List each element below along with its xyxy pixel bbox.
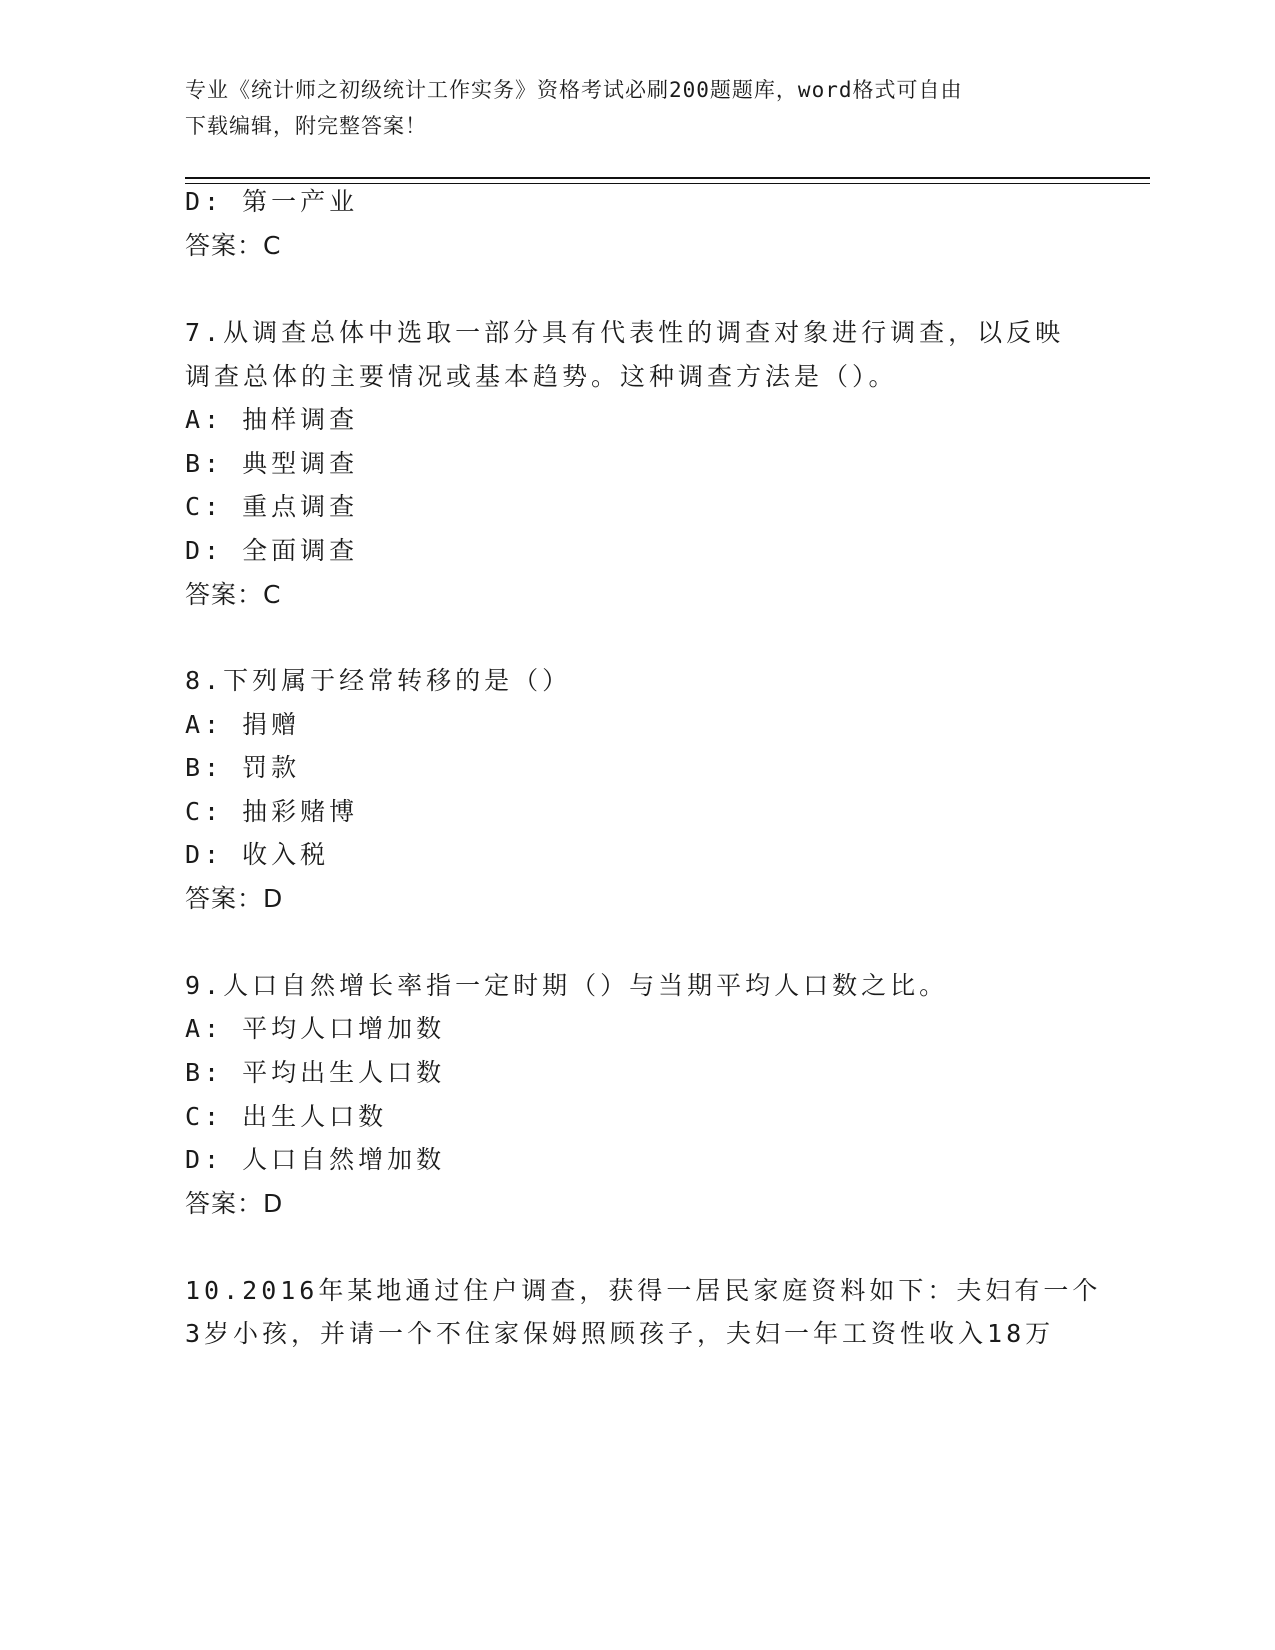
q8-option-d: D: 收入税 bbox=[185, 840, 330, 869]
q7-option-b: B: 典型调查 bbox=[185, 449, 359, 478]
q8-option-a: A: 捐赠 bbox=[185, 710, 301, 739]
q9-stem: 9.人口自然增长率指一定时期（）与当期平均人口数之比。 bbox=[185, 971, 949, 1000]
q8-answer: 答案：D bbox=[185, 884, 284, 913]
q8-option-b: B: 罚款 bbox=[185, 753, 301, 782]
q7-stem-line-2: 调查总体的主要情况或基本趋势。这种调查方法是（）。 bbox=[185, 362, 898, 391]
header-line-1: 专业《统计师之初级统计工作实务》资格考试必刷200题题库，word格式可自由 bbox=[185, 78, 963, 102]
q9-answer: 答案：D bbox=[185, 1189, 284, 1218]
q7-stem-line-1: 7.从调查总体中选取一部分具有代表性的调查对象进行调查，以反映 bbox=[185, 318, 1065, 347]
q9-option-b: B: 平均出生人口数 bbox=[185, 1058, 446, 1087]
q9-option-d: D: 人口自然增加数 bbox=[185, 1145, 446, 1174]
q7-option-a: A: 抽样调查 bbox=[185, 405, 359, 434]
document-header bbox=[185, 72, 1065, 144]
q8-option-c: C: 抽彩赌博 bbox=[185, 797, 359, 826]
prev-answer: 答案：C bbox=[185, 231, 282, 260]
q8-stem: 8.下列属于经常转移的是（） bbox=[185, 666, 572, 695]
q10-stem-line-1: 10.2016年某地通过住户调查，获得一居民家庭资料如下：夫妇有一个 bbox=[185, 1276, 1102, 1305]
header-divider bbox=[185, 177, 1150, 184]
q7-option-d: D: 全面调查 bbox=[185, 536, 359, 565]
q9-option-a: A: 平均人口增加数 bbox=[185, 1014, 446, 1043]
header-line-2: 下载编辑，附完整答案！ bbox=[185, 114, 427, 138]
prev-option-d: D: 第一产业 bbox=[185, 187, 359, 216]
q10-stem-line-2: 3岁小孩，并请一个不住家保姆照顾孩子，夫妇一年工资性收入18万 bbox=[185, 1319, 1055, 1348]
q7-answer: 答案：C bbox=[185, 580, 282, 609]
q7-option-c: C: 重点调查 bbox=[185, 492, 359, 521]
q9-option-c: C: 出生人口数 bbox=[185, 1102, 388, 1131]
